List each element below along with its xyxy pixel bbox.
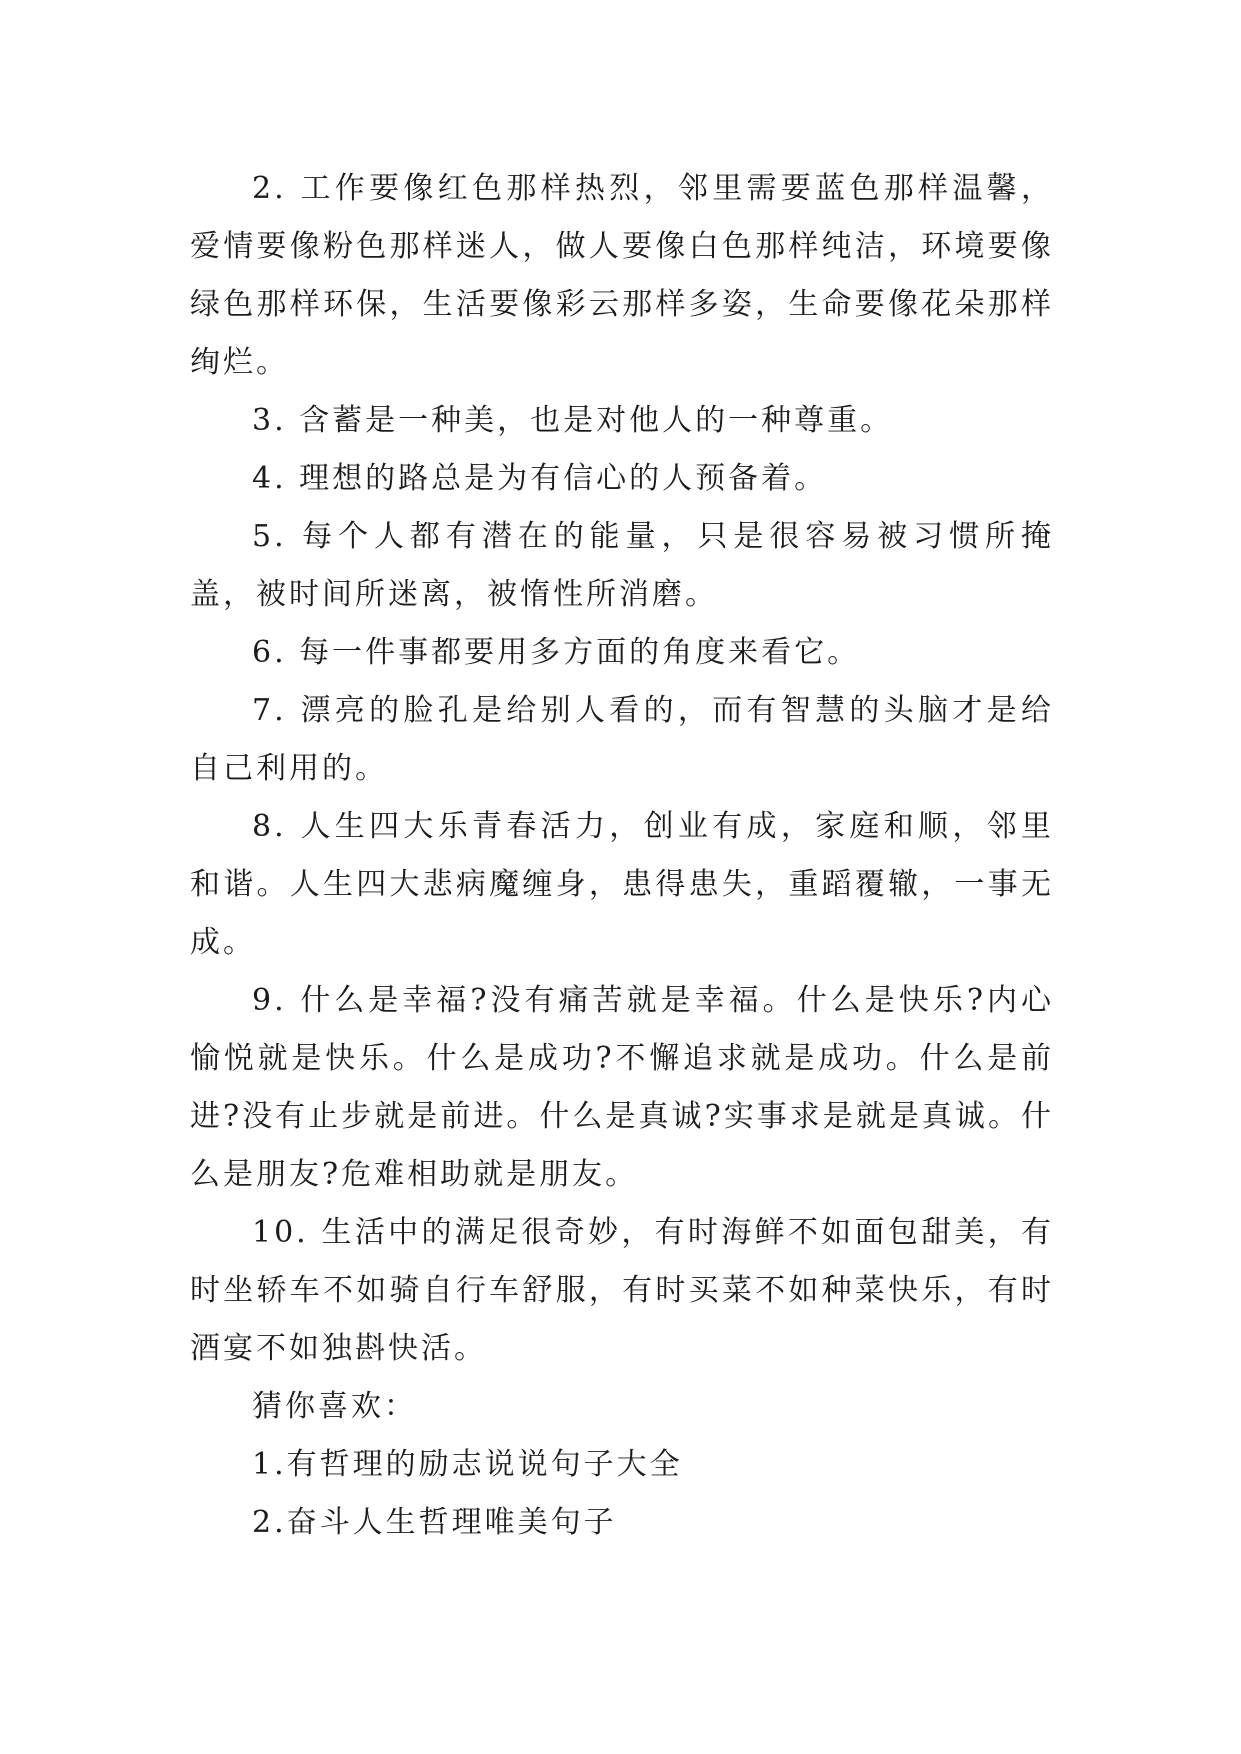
paragraph-2: 2. 工作要像红色那样热烈，邻里需要蓝色那样温馨，爱情要像粉色那样迷人，做人要像白色那样纯洁，环境要像绿色那样环保，生活要像彩云那样多姿，生命要像花朵那样绚烂。 [190,171,1054,380]
paragraph-5: 5. 每个人都有潜在的能量，只是很容易被习惯所掩盖，被时间所迷离，被惰性所消磨。 [190,519,1054,612]
paragraph-3: 3. 含蓄是一种美，也是对他人的一种尊重。 [252,403,894,438]
recommend-item-2[interactable]: 2.奋斗人生哲理唯美句子 [252,1505,617,1540]
paragraph-4: 4. 理想的路总是为有信心的人预备着。 [252,461,828,496]
recommend-heading: 猜你喜欢： [252,1389,417,1424]
paragraph-10: 10. 生活中的满足很奇妙，有时海鲜不如面包甜美，有时坐轿车不如骑自行车舒服，有时买菜不如种菜快乐，有时酒宴不如独斟快活。 [190,1215,1054,1366]
paragraph-9: 9. 什么是幸福?没有痛苦就是幸福。什么是快乐?内心愉悦就是快乐。什么是成功?不懈追求就是成功。什么是前进?没有止步就是前进。什么是真诚?实事求是就是真诚。什么是朋友?危难相助就是朋友。 [190,983,1054,1192]
paragraph-8: 8. 人生四大乐青春活力，创业有成，家庭和顺，邻里和谐。人生四大悲病魔缠身，患得患失，重蹈覆辙，一事无成。 [190,809,1054,960]
document-body [190,160,1054,1552]
paragraph-6: 6. 每一件事都要用多方面的角度来看它。 [252,635,861,670]
recommend-item-1[interactable]: 1.有哲理的励志说说句子大全 [252,1447,683,1482]
paragraph-7: 7. 漂亮的脸孔是给别人看的，而有智慧的头脑才是给自己利用的。 [190,693,1054,786]
